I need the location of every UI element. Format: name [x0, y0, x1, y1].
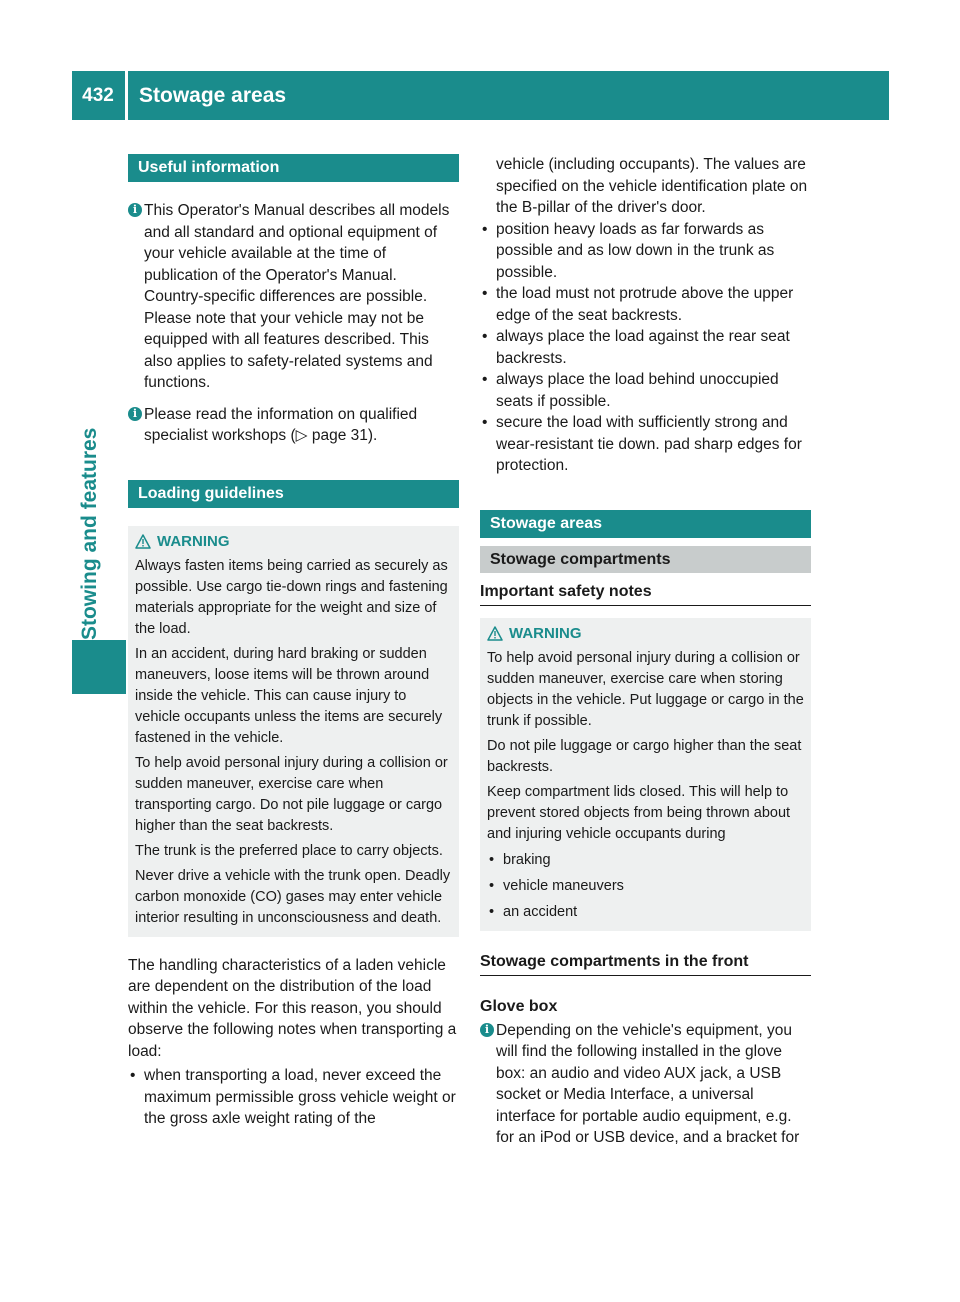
warning-box: [480, 618, 811, 931]
loading-guidelines-heading: Loading guidelines: [128, 480, 459, 508]
stowage-compartments-heading: Stowage compartments: [480, 546, 811, 573]
info-text: Please read the information on qualified specialist workshops (▷ page 31).: [144, 405, 418, 444]
info-note: [480, 1020, 811, 1149]
warning-text: To help avoid personal injury during a collision or sudden maneuver, exercise care when storing objects in the vehicle. Put luggage or cargo in the trunk if possible.: [487, 649, 804, 729]
warning-text: Keep compartment lids closed. This will help to prevent stored objects from being thrown about and injuring vehicle occupants during: [487, 783, 791, 842]
warning-text: To help avoid personal injury during a collision or sudden maneuver, exercise care when transporting cargo. Do not pile luggage or cargo higher than the seat backrests.: [135, 754, 448, 834]
chapter-side-label: Stowing and features: [78, 427, 101, 640]
warning-box: [128, 526, 459, 937]
list-item: • vehicle maneuvers: [487, 876, 804, 897]
useful-info-heading: Useful information: [128, 154, 459, 182]
info-icon: i: [480, 1023, 494, 1037]
header-divider: [125, 71, 128, 120]
info-note: [128, 404, 459, 447]
list-item: • an accident: [487, 902, 804, 923]
body-text: The handling characteristics of a laden vehicle are dependent on the distribution of the load within the vehicle. For this reason, you should observe the following notes when transporting a load:: [128, 956, 457, 1060]
page-number: 432: [82, 84, 114, 106]
list-item: • secure the load with sufficiently strong and wear-resistant tie down. pad sharp edges for protection.: [480, 412, 811, 477]
info-icon: i: [128, 203, 142, 217]
warning-triangle-icon: [135, 534, 151, 549]
info-icon: i: [128, 407, 142, 421]
warning-list: [487, 850, 804, 923]
info-text: Depending on the vehicle's equipment, you will find the following installed in the glove box: an audio and video AUX jack, a USB socket or Media Interface, a universal interface for portable audio equipment, e.g. for an iPod or USB device, and a bracket for: [496, 1021, 800, 1146]
warning-text: Do not pile luggage or cargo higher than the seat backrests.: [487, 737, 802, 775]
info-text: This Operator's Manual describes all models and all standard and optional equipment of your vehicle available at the time of publication of the Operator's Manual. Country-specific differences are possible. Please note that your vehicle may not be equipped with all features described. This also applies to safety-related systems and functions.: [144, 202, 450, 391]
warning-label: WARNING: [509, 625, 582, 642]
stowage-areas-heading: Stowage areas: [480, 510, 811, 538]
warning-label: WARNING: [157, 533, 230, 550]
glove-box-heading: Glove box: [480, 997, 558, 1015]
section-title: Stowage areas: [139, 83, 287, 107]
warning-text: Never drive a vehicle with the trunk open. Deadly carbon monoxide (CO) gases may enter vehicle interior resulting in unconsciousness and death.: [135, 867, 451, 926]
safety-notes-heading: Important safety notes: [480, 583, 811, 606]
list-item: • braking: [487, 850, 804, 871]
loading-notes-list: [480, 219, 811, 477]
warning-header: [487, 624, 804, 644]
right-column: [480, 154, 811, 1149]
warning-text: In an accident, during hard braking or sudden maneuvers, loose items will be thrown around inside the vehicle. This can cause injury to vehicle occupants unless the items are securely fastened in the vehicle.: [135, 645, 443, 746]
chapter-marker: [72, 640, 126, 694]
warning-triangle-icon: [487, 626, 503, 641]
list-item: • when transporting a load, never exceed the maximum permissible gross vehicle weight or the gross axle weight rating of the: [128, 1065, 459, 1130]
info-note: [128, 200, 459, 394]
warning-text: Always fasten items being carried as securely as possible. Use cargo tie-down rings and fastening materials appropriate for the weight and size of the load.: [135, 557, 448, 637]
left-column: [128, 154, 459, 1130]
list-item: • always place the load against the rear seat backrests.: [480, 326, 811, 369]
loading-notes-list-cont: [480, 154, 811, 219]
list-item: • position heavy loads as far forwards as possible and as low down in the trunk as possible.: [480, 219, 811, 284]
list-item-continued: vehicle (including occupants). The values are specified on the vehicle identification plate on the B-pillar of the driver's door.: [496, 156, 808, 216]
list-item: • the load must not protrude above the upper edge of the seat backrests.: [480, 283, 811, 326]
warning-text: The trunk is the preferred place to carry objects.: [135, 842, 443, 859]
front-compartments-heading: Stowage compartments in the front: [480, 953, 811, 976]
list-item: • always place the load behind unoccupied seats if possible.: [480, 369, 811, 412]
warning-header: [135, 532, 452, 552]
loading-notes-list: [128, 1065, 459, 1130]
